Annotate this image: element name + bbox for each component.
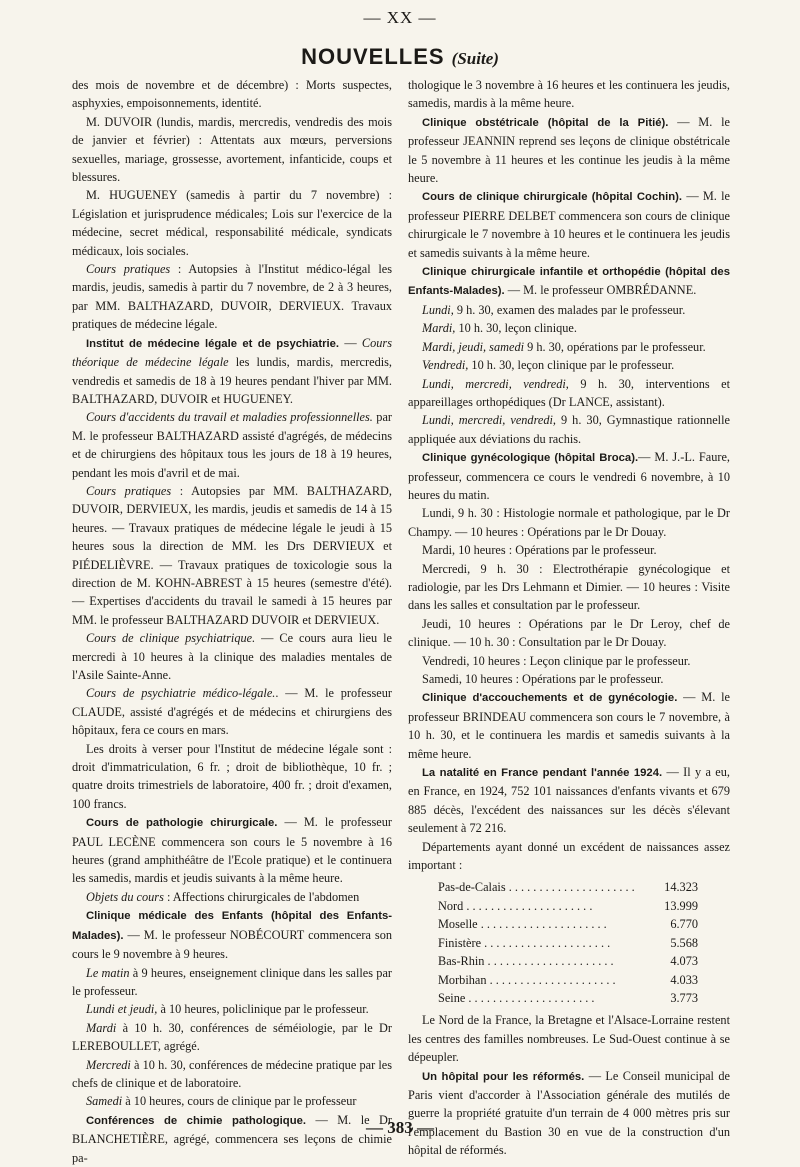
birth-surplus-value: 5.568 <box>670 935 698 950</box>
table-row <box>438 934 698 952</box>
paragraph: Lundi, mercredi, vendredi, 9 h. 30, interventions et appareillages orthopédiques (Dr LANCE, assistant). <box>408 376 730 409</box>
paragraph: Mercredi à 10 h. 30, conférences de médecine pratique par les chefs de clinique et de laboratoire. <box>72 1057 392 1090</box>
paragraph: Cours pratiques : Autopsies à l'Institut médico-légal les mardis, jeudis, samedis à partir du 7 novembre, de 2 à 3 heures, par MM. BALTHAZARD, DUVOIR, DERVIEUX. Travaux pratiques de médecine légale. <box>72 262 392 332</box>
birth-surplus-value: 6.770 <box>670 917 698 932</box>
notice-title: Cours de clinique chirurgicale (hôpital Cochin). <box>422 191 683 204</box>
paragraph: Institut de médecine légale et de psychiatrie. — Cours théorique de médecine légale les lundis, mardis, mercredis, vendredis et samedis de 18 à 19 heures pendant l'hiver par MM. BALTHAZARD, DUVOIR et HUGUENEY. <box>72 335 392 406</box>
roman-folio: — XX — <box>363 8 437 27</box>
notice-title: Clinique gynécologique (hôpital Broca). <box>422 452 639 465</box>
notice-title: Un hôpital pour les réformés. <box>422 1070 585 1083</box>
right-column <box>408 76 730 1158</box>
paragraph: Cours de psychiatrie médico-légale.. — M. le professeur CLAUDE, assisté d'agrégés et de médecins et chirurgiens des hôpitaux, fera ce cours en mars. <box>72 686 392 738</box>
table-row <box>438 878 698 896</box>
section-heading <box>0 44 800 70</box>
paragraph: des mois de novembre et de décembre) : Morts suspectes, asphyxies, empoisonnements, identité. <box>72 78 392 111</box>
department-name: Moselle . . . <box>438 915 638 933</box>
table-row <box>438 971 698 989</box>
paragraph: Samedi à 10 heures, cours de clinique par le professeur <box>86 1094 357 1109</box>
department-name: Seine . . . <box>438 989 638 1007</box>
birth-surplus-table <box>438 878 698 1007</box>
paragraph: Clinique d'accouchements et de gynécologie. — M. le professeur BRINDEAU commencera son cours le 7 novembre, à 10 h. 30, et le continuera les mardis et samedis suivants à la même heure. <box>408 690 730 761</box>
paragraph: thologique le 3 novembre à 16 heures et les continuera les jeudis, samedis, mardis à la même heure. <box>408 78 730 111</box>
paragraph: Mercredi, 9 h. 30 : Electrothérapie gynécologique et radiologie, par les Drs Lehmann et Dimier. — 10 heures : Visite dans les salles et consultation par le professeur. <box>408 561 730 613</box>
department-name: Nord . . . <box>438 897 638 915</box>
paragraph: Vendredi, 10 heures : Leçon clinique par le professeur. <box>422 653 691 668</box>
paragraph: Vendredi, 10 h. 30, leçon clinique par le professeur. <box>422 358 675 373</box>
paragraph: Clinique obstétricale (hôpital de la Pitié). — M. le professeur JEANNIN reprend ses leçons de clinique obstétricale le 5 novembre à 11 heures et les continue les jeudis à la même heure. <box>408 114 730 186</box>
paragraph: Samedi, 10 heures : Opérations par le professeur. <box>422 672 664 686</box>
department-name: Morbihan . . . <box>438 971 638 989</box>
left-column <box>72 76 393 1165</box>
paragraph: Jeudi, 10 heures : Opérations par le Dr Leroy, chef de clinique. — 10 h. 30 : Consultation par le Dr Douay. <box>408 616 730 650</box>
notice-title: Clinique obstétricale (hôpital de la Pitié). <box>422 116 669 129</box>
paragraph: Mardi, jeudi, samedi 9 h. 30, opérations par le professeur. <box>422 339 706 354</box>
paragraph: Le Nord de la France, la Bretagne et l'Alsace-Lorraine restent les centres des familles nombreuses. Le Sud-Ouest continue à se dépeupler. <box>408 1013 730 1065</box>
paragraph: Le matin à 9 heures, enseignement clinique dans les salles par le professeur. <box>72 965 392 998</box>
paragraph: Cours de clinique psychiatrique. — Ce cours aura lieu le mercredi à 10 heures à la clinique des maladies mentales de l'Asile Sainte-Anne. <box>72 631 392 682</box>
paragraph: Objets du cours : Affections chirurgicales de l'abdomen <box>86 889 360 904</box>
paragraph: Cours de clinique chirurgicale (hôpital Cochin). — M. le professeur PIERRE DELBET commencera son cours de clinique chirurgicale le 7 novembre à 10 heures et le continuera les jeudis et samedis suivants à la même heure. <box>408 189 730 260</box>
paragraph: Conférences de chimie pathologique. — M. le Dr BLANCHETIÈRE, agrégé, commencera ses leçons de chimie pa- <box>72 1112 392 1165</box>
notice-title: Clinique médicale des Enfants (hôpital des Enfants-Malades). <box>72 910 392 942</box>
heading-subtitle: (Suite) <box>451 49 499 68</box>
paragraph: Mardi, 10 heures : Opérations par le professeur. <box>422 543 657 558</box>
birth-surplus-value: 3.773 <box>670 990 698 1005</box>
notice-title: Conférences de chimie pathologique. <box>86 1114 307 1127</box>
notice-title: Cours de pathologie chirurgicale. <box>86 817 278 830</box>
paragraph: Cours pratiques : Autopsies par MM. BALTHAZARD, DUVOIR, DERVIEUX, les mardis, jeudis et samedis de 14 à 15 heures. — Travaux pratiques de médecine légale le jeudi à 15 heures sous la direction de MM. les Drs DERVIEUX et PIÉDELIÈVRE. — Travaux pratiques de toxicologie sous la direction de M. KOHN-ABREST à 15 heures (semestre d'été). — Expertises d'accidents du travail le samedi à 15 heures par MM. le professeur BALTHAZARD DUVOIR et DERVIEUX. <box>72 483 392 627</box>
paragraph: Départements ayant donné un excédent de naissances assez important : <box>408 839 730 873</box>
birth-surplus-value: 4.073 <box>670 954 698 969</box>
page-number: — 383 — <box>366 1118 434 1137</box>
birth-surplus-value: 14.323 <box>664 880 698 895</box>
paragraph: Lundi, 9 h. 30 : Histologie normale et pathologique, par le Dr Champy. — 10 heures : Opérations par le Dr Douay. <box>408 506 730 539</box>
notice-title: Clinique chirurgicale infantile et orthopédie (hôpital des Enfants-Malades). <box>408 266 730 298</box>
notice-title: La natalité en France pendant l'année 1924. <box>422 767 663 780</box>
table-row <box>438 915 698 933</box>
paragraph: Les droits à verser pour l'Institut de médecine légale sont : droit d'immatriculation, 6 fr. ; droit de bibliothèque, 10 fr. ; quatre droits trimestriels de laboratoire, 400 fr. ; droit d'examen, 100 francs. <box>72 741 392 811</box>
table-row <box>438 952 698 970</box>
paragraph: Lundi, 9 h. 30, examen des malades par le professeur. <box>422 302 686 317</box>
table-row <box>438 989 698 1007</box>
paragraph: Cours d'accidents du travail et maladies professionnelles. par M. le professeur BALTHAZARD assisté d'agrégés, de médecins et de chirurgiens des hôpitaux tous les jours de 18 à 19 heures, pendant les mois d'avril et de mai. <box>72 410 393 480</box>
paragraph: Un hôpital pour les réformés. — Le Conseil municipal de Paris vient d'accorder à l'Association générale des mutilés de guerre la propriété gratuite d'un terrain de 4 000 mètres pris sur l'emplacement du Bastion 30 en vue de la construction d'un hôpital de réformés. <box>408 1068 730 1158</box>
heading-title: NOUVELLES <box>301 44 445 69</box>
department-name: Bas-Rhin . . . <box>438 952 638 970</box>
paragraph: La natalité en France pendant l'année 1924. — Il y a eu, en France, en 1924, 752 101 naissances d'enfants vivants et 679 885 décès, l'excédent des naissances sur les décès s'élevant seulement à 72 216. <box>408 765 730 836</box>
department-name: Finistère . . . <box>438 934 638 952</box>
table-row <box>438 897 698 915</box>
paragraph: Lundi et jeudi, à 10 heures, policlinique par le professeur. <box>86 1002 369 1017</box>
paragraph: Clinique médicale des Enfants (hôpital des Enfants-Malades). — M. le professeur NOBÉCOURT commencera son cours le 9 novembre à 9 heures. <box>72 910 392 962</box>
paragraph: Mardi à 10 h. 30, conférences de séméiologie, par le Dr LEREBOULLET, agrégé. <box>72 1020 392 1054</box>
paragraph: Mardi, 10 h. 30, leçon clinique. <box>422 321 577 336</box>
paragraph: Cours de pathologie chirurgicale. — M. le professeur PAUL LECÈNE commencera son cours le 5 novembre à 16 heures (grand amphithéâtre de l'Ecole pratique) et le continuera les samedis, mardis et jeudis suivants à la même heure. <box>72 815 392 886</box>
department-name: Pas-de-Calais . . . <box>438 878 638 896</box>
birth-surplus-value: 4.033 <box>670 972 698 987</box>
notice-title: Clinique d'accouchements et de gynécologie. <box>422 692 678 705</box>
paragraph: M. DUVOIR (lundis, mardis, mercredis, vendredis des mois de janvier et février) : Attentats aux mœurs, perversions sexuelles, mariage, grossesse, avortement, infanticide, coups et blessures. <box>72 114 392 185</box>
paragraph: Clinique chirurgicale infantile et orthopédie (hôpital des Enfants-Malades). — M. le professeur OMBRÉDANNE. <box>408 266 730 298</box>
paragraph: M. HUGUENEY (samedis à partir du 7 novembre) : Législation et jurisprudence médicales; Lois sur l'exercice de la médecine, secret médical, responsabilité médicale, syndicats médicaux, lois sociales. <box>72 188 392 258</box>
notice-title: Institut de médecine légale et de psychiatrie. <box>86 337 340 350</box>
birth-surplus-value: 13.999 <box>664 898 698 913</box>
paragraph: Clinique gynécologique (hôpital Broca).— M. J.-L. Faure, professeur, commencera ce cours le vendredi 6 novembre, à 10 heures du matin. <box>408 450 730 502</box>
paragraph: Lundi, mercredi, vendredi, 9 h. 30, Gymnastique rationnelle appliquée aux déviations du rachis. <box>408 413 730 446</box>
